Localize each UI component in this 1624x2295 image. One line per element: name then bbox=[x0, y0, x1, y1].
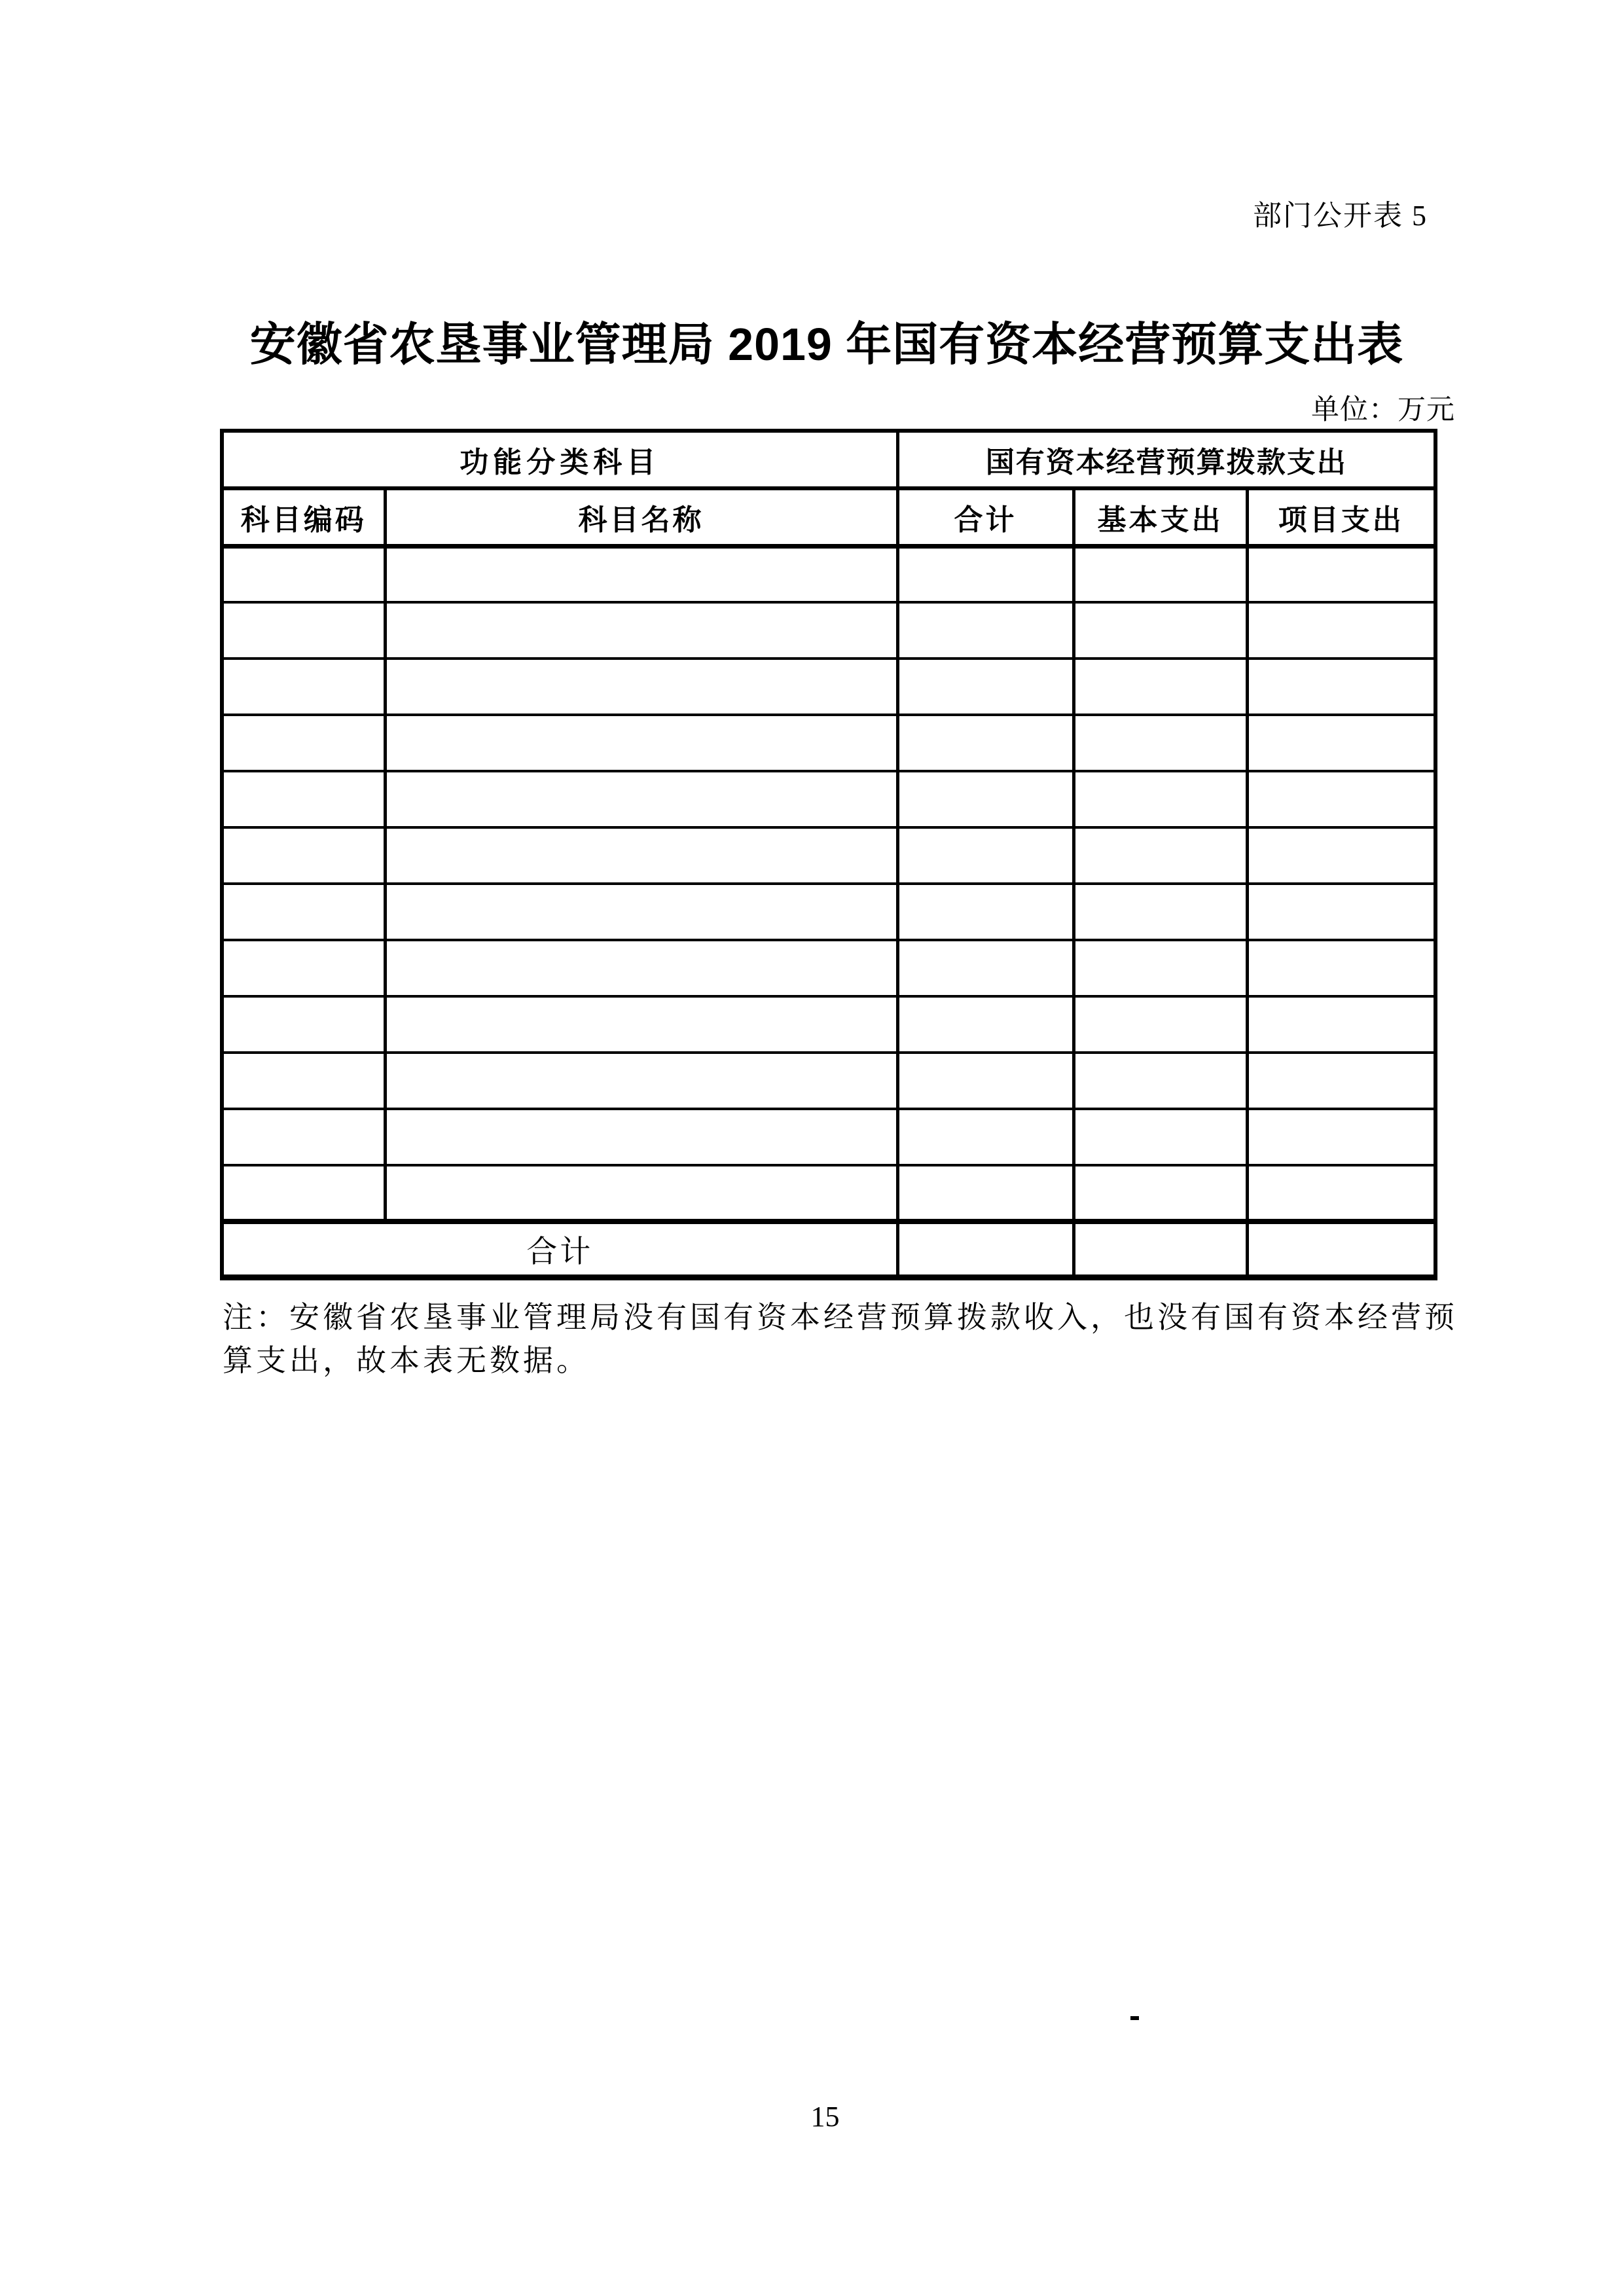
empty-cell bbox=[1074, 546, 1247, 602]
empty-cell bbox=[385, 827, 897, 884]
empty-cell bbox=[1074, 884, 1247, 940]
empty-cell bbox=[897, 996, 1074, 1053]
empty-data-row bbox=[222, 546, 1435, 602]
empty-cell bbox=[1247, 827, 1435, 884]
empty-cell bbox=[385, 940, 897, 996]
total-basic-cell bbox=[1074, 1221, 1247, 1277]
empty-data-row bbox=[222, 602, 1435, 659]
column-header-row bbox=[222, 488, 1435, 546]
col-header-subject-code: 科目编码 bbox=[222, 488, 385, 546]
empty-cell bbox=[1247, 1165, 1435, 1221]
empty-cell bbox=[222, 940, 385, 996]
empty-cell bbox=[222, 715, 385, 771]
empty-cell bbox=[897, 715, 1074, 771]
total-sum-cell bbox=[897, 1221, 1074, 1277]
empty-cell bbox=[385, 1165, 897, 1221]
unit-label: 单位：万元 bbox=[1311, 395, 1455, 425]
footnote-line: 注：安徽省农垦事业管理局没有国有资本经营预算拨款收入，也没有国有资本经营预 bbox=[223, 1301, 1458, 1334]
scan-artifact-dash bbox=[1130, 2016, 1139, 2020]
empty-cell bbox=[897, 1165, 1074, 1221]
empty-cell bbox=[1074, 771, 1247, 827]
empty-cell bbox=[1074, 996, 1247, 1053]
empty-cell bbox=[222, 827, 385, 884]
empty-cell bbox=[1074, 1053, 1247, 1109]
empty-data-row bbox=[222, 771, 1435, 827]
empty-cell bbox=[222, 1109, 385, 1165]
empty-cell bbox=[1074, 715, 1247, 771]
empty-cell bbox=[897, 884, 1074, 940]
empty-cell bbox=[1247, 659, 1435, 715]
col-header-basic-expenditure: 基本支出 bbox=[1074, 488, 1247, 546]
empty-cell bbox=[1247, 771, 1435, 827]
empty-data-row bbox=[222, 940, 1435, 996]
empty-cell bbox=[385, 715, 897, 771]
empty-cell bbox=[1247, 996, 1435, 1053]
group-header-function-classification: 功能分类科目 bbox=[222, 431, 897, 488]
footnote bbox=[223, 1296, 1464, 1382]
total-row bbox=[222, 1221, 1435, 1277]
empty-cell bbox=[222, 659, 385, 715]
empty-cell bbox=[385, 884, 897, 940]
empty-cell bbox=[897, 827, 1074, 884]
page-number: 15 bbox=[810, 2101, 840, 2133]
empty-cell bbox=[222, 546, 385, 602]
empty-data-row bbox=[222, 996, 1435, 1053]
empty-cell bbox=[1247, 602, 1435, 659]
empty-cell bbox=[1247, 940, 1435, 996]
empty-data-row bbox=[222, 659, 1435, 715]
empty-data-row bbox=[222, 884, 1435, 940]
empty-cell bbox=[222, 1165, 385, 1221]
empty-cell bbox=[1247, 546, 1435, 602]
empty-cell bbox=[897, 659, 1074, 715]
empty-cell bbox=[1074, 940, 1247, 996]
empty-cell bbox=[897, 546, 1074, 602]
empty-data-row bbox=[222, 1053, 1435, 1109]
empty-cell bbox=[222, 602, 385, 659]
empty-cell bbox=[222, 996, 385, 1053]
empty-cell bbox=[1247, 1053, 1435, 1109]
empty-cell bbox=[385, 546, 897, 602]
empty-cell bbox=[897, 602, 1074, 659]
empty-cell bbox=[222, 1053, 385, 1109]
total-row-label: 合计 bbox=[222, 1221, 897, 1277]
empty-cell bbox=[385, 771, 897, 827]
page-title: 安徽省农垦事业管理局 2019 年国有资本经营预算支出表 bbox=[249, 319, 1404, 370]
table-header bbox=[222, 431, 1435, 546]
empty-data-row bbox=[222, 1165, 1435, 1221]
group-header-row bbox=[222, 431, 1435, 488]
empty-cell bbox=[222, 884, 385, 940]
group-header-state-capital-allocation-expenditure: 国有资本经营预算拨款支出 bbox=[897, 431, 1435, 488]
table-footer bbox=[222, 1221, 1435, 1277]
empty-data-row bbox=[222, 715, 1435, 771]
col-header-subject-name: 科目名称 bbox=[385, 488, 897, 546]
empty-cell bbox=[897, 771, 1074, 827]
empty-data-row bbox=[222, 1109, 1435, 1165]
empty-cell bbox=[1074, 659, 1247, 715]
empty-data-row bbox=[222, 827, 1435, 884]
empty-cell bbox=[1074, 827, 1247, 884]
corner-label: 部门公开表 5 bbox=[1253, 200, 1428, 232]
empty-cell bbox=[385, 1053, 897, 1109]
budget-table bbox=[220, 429, 1437, 1280]
empty-cell bbox=[897, 1053, 1074, 1109]
col-header-project-expenditure: 项目支出 bbox=[1247, 488, 1435, 546]
total-project-cell bbox=[1247, 1221, 1435, 1277]
empty-cell bbox=[1074, 1109, 1247, 1165]
empty-cell bbox=[385, 996, 897, 1053]
empty-cell bbox=[222, 771, 385, 827]
footnote-line: 算支出，故本表无数据。 bbox=[223, 1344, 590, 1377]
empty-cell bbox=[1247, 884, 1435, 940]
empty-cell bbox=[1074, 1165, 1247, 1221]
empty-cell bbox=[1247, 1109, 1435, 1165]
empty-cell bbox=[897, 1109, 1074, 1165]
empty-cell bbox=[385, 659, 897, 715]
table-empty-rows bbox=[222, 546, 1435, 1221]
empty-cell bbox=[897, 940, 1074, 996]
empty-cell bbox=[385, 1109, 897, 1165]
empty-cell bbox=[1074, 602, 1247, 659]
empty-cell bbox=[385, 602, 897, 659]
col-header-total: 合计 bbox=[897, 488, 1074, 546]
empty-cell bbox=[1247, 715, 1435, 771]
